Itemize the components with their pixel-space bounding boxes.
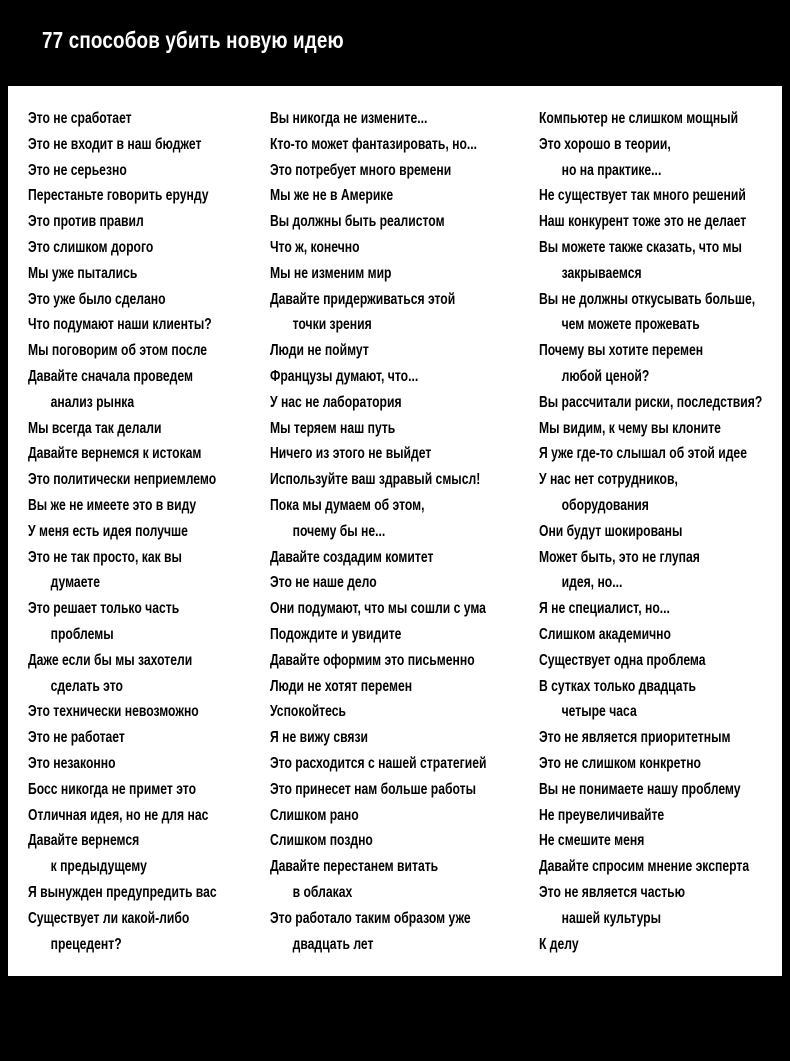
phrase-item: Это политически неприемлемо [28, 471, 217, 489]
phrase-item: Вы рассчитали риски, последствия? [539, 393, 763, 411]
phrase-continuation: думаете [50, 574, 101, 592]
phrase-item: Это не серьезно [28, 161, 127, 179]
phrase-item: Это технически невозможно [28, 703, 199, 721]
phrase-item: Не преувеличивайте [539, 806, 665, 824]
phrase-item: Я уже где-то слышал об этой идее [539, 445, 747, 463]
phrase-item: Почему вы хотите перемен [539, 342, 704, 360]
phrase-item: Компьютер не слишком мощный [539, 110, 739, 127]
phrase-item: Это уже было сделано [28, 290, 166, 308]
phrase-item: Давайте оформим это письменно [270, 651, 475, 669]
phrase-continuation: в облаках [292, 883, 353, 901]
phrase-continuation: прецедент? [50, 935, 122, 953]
phrase-item: Это не работает [28, 729, 125, 747]
phrase-continuation: чем можете прожевать [561, 316, 700, 334]
phrase-item: Наш конкурент тоже это не делает [539, 213, 747, 231]
phrase-item: Вы никогда не измените... [270, 110, 428, 127]
phrase-item: Я вынужден предупредить вас [28, 883, 217, 901]
phrase-item: Отличная идея, но не для нас [28, 806, 209, 824]
phrase-item: Люди не поймут [270, 342, 369, 360]
phrase-item: Слишком рано [270, 806, 359, 824]
phrase-item: Что подумают наши клиенты? [28, 316, 212, 334]
phrase-item: Я не специалист, но... [539, 600, 670, 618]
phrase-item: К делу [539, 935, 579, 953]
phrase-item: Может быть, это не глупая [539, 548, 700, 566]
phrase-item: Французы думают, что... [270, 367, 419, 385]
phrase-item: В сутках только двадцать [539, 677, 697, 695]
phrase-item: Мы поговорим об этом после [28, 342, 208, 360]
phrase-item: Люди не хотят перемен [270, 677, 413, 695]
phrase-item: Мы теряем наш путь [270, 419, 396, 437]
phrase-item: Они подумают, что мы сошли с ума [270, 600, 486, 618]
phrase-item: Мы уже пытались [28, 264, 138, 282]
phrase-continuation: двадцать лет [292, 935, 374, 953]
phrase-item: Это принесет нам больше работы [270, 780, 476, 798]
phrase-item: Не смешите меня [539, 832, 645, 850]
phrase-continuation: оборудования [561, 496, 649, 514]
phrase-item: Это не является частью [539, 883, 686, 901]
phrase-item: Вы должны быть реалистом [270, 213, 445, 231]
phrase-continuation: любой ценой? [561, 367, 650, 385]
phrase-item: Это не так просто, как вы [28, 548, 182, 566]
phrase-item: У нас нет сотрудников, [539, 471, 678, 489]
phrase-continuation: к предыдущему [50, 858, 147, 876]
phrase-item: Это не входит в наш бюджет [28, 135, 202, 153]
phrase-item: Слишком академично [539, 625, 671, 643]
phrase-continuation: почему бы не... [292, 522, 386, 540]
phrase-item: Существует одна проблема [539, 651, 706, 669]
phrase-continuation: четыре часа [561, 703, 637, 721]
phrase-item: Слишком поздно [270, 832, 373, 850]
phrase-item: Существует ли какой-либо [28, 909, 190, 927]
phrase-item: Подождите и увидите [270, 625, 402, 643]
phrase-item: Успокойтесь [270, 703, 346, 721]
phrase-continuation: закрываемся [561, 264, 642, 282]
phrase-item: Мы не изменим мир [270, 264, 392, 282]
phrase-item: Используйте ваш здравый смысл! [270, 471, 481, 489]
phrase-item: Мы же не в Америке [270, 187, 394, 205]
phrase-item: Это хорошо в теории, [539, 135, 671, 153]
phrase-item: Кто-то может фантазировать, но... [270, 135, 478, 153]
phrase-item: Вы не понимаете нашу проблему [539, 780, 741, 798]
phrase-item: У меня есть идея получше [28, 522, 188, 540]
phrase-item: Давайте спросим мнение эксперта [539, 858, 750, 876]
phrase-item: Не существует так много решений [539, 187, 746, 205]
phrase-item: Что ж, конечно [270, 238, 360, 256]
phrase-item: Это работало таким образом уже [270, 909, 471, 927]
phrase-item: Это потребует много времени [270, 161, 452, 179]
phrase-item: У нас не лаборатория [270, 393, 402, 411]
phrase-continuation: анализ рынка [50, 393, 135, 411]
phrase-item: Это слишком дорого [28, 238, 154, 256]
phrase-item: Это незаконно [28, 754, 116, 772]
page-title: 77 способов убить новую идею [42, 27, 344, 53]
phrase-item: Это не сработает [28, 110, 132, 127]
phrase-item: Они будут шокированы [539, 522, 683, 540]
phrase-item: Ничего из этого не выйдет [270, 445, 432, 463]
phrase-item: Давайте перестанем витать [270, 858, 439, 876]
phrase-continuation: нашей культуры [561, 909, 662, 927]
phrase-item: Перестаньте говорить ерунду [28, 187, 209, 205]
phrase-item: Это против правил [28, 213, 144, 231]
phrase-item: Это расходится с нашей стратегией [270, 754, 487, 772]
phrase-item: Это не слишком конкретно [539, 754, 701, 772]
phrase-column-2 [270, 106, 548, 957]
footer-bar [0, 976, 790, 1061]
phrase-item: Босс никогда не примет это [28, 780, 197, 798]
phrase-item: Давайте придерживаться этой [270, 290, 456, 308]
phrase-continuation: идея, но... [561, 574, 623, 592]
phrase-continuation: но на практике... [561, 161, 662, 179]
phrase-item: Мы видим, к чему вы клоните [539, 419, 721, 437]
phrase-item: Я не вижу связи [270, 729, 369, 747]
header-bar [0, 0, 790, 86]
phrase-continuation: проблемы [50, 625, 114, 643]
phrase-item: Даже если бы мы захотели [28, 651, 193, 669]
phrase-item: Давайте вернемся [28, 832, 140, 850]
phrase-column-3 [539, 106, 790, 957]
phrase-item: Давайте создадим комитет [270, 548, 434, 566]
phrase-item: Это решает только часть [28, 600, 180, 618]
content-panel [8, 86, 782, 976]
phrase-item: Вы же не имеете это в виду [28, 496, 197, 514]
phrase-item: Давайте вернемся к истокам [28, 445, 202, 463]
phrase-item: Мы всегда так делали [28, 419, 162, 437]
phrase-item: Вы можете также сказать, что мы [539, 238, 742, 256]
phrase-item: Давайте сначала проведем [28, 367, 193, 385]
phrase-item: Это не наше дело [270, 574, 377, 592]
phrase-continuation: сделать это [50, 677, 123, 695]
phrase-column-1 [28, 106, 270, 957]
phrase-item: Вы не должны откусывать больше, [539, 290, 756, 308]
phrase-continuation: точки зрения [292, 316, 372, 334]
phrase-item: Это не является приоритетным [539, 729, 731, 747]
phrase-item: Пока мы думаем об этом, [270, 496, 425, 514]
